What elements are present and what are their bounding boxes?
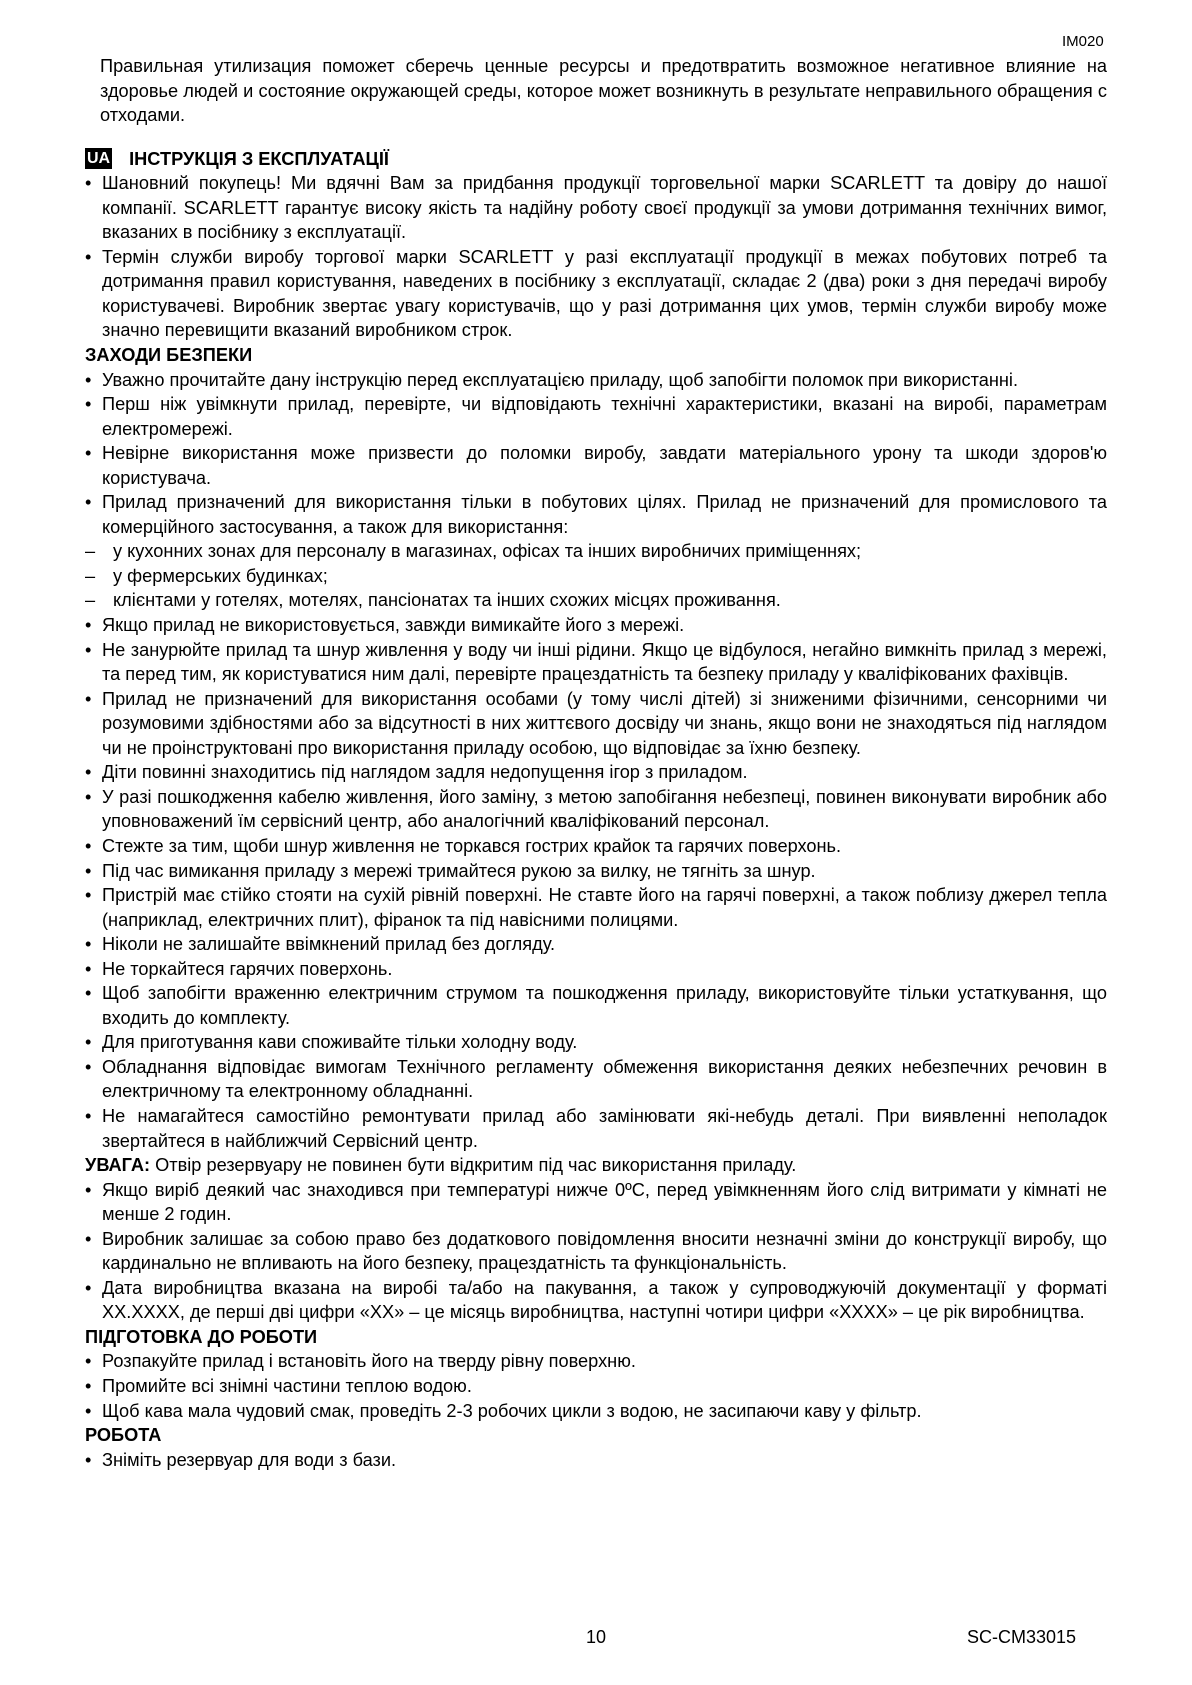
- list-item-text: Промийте всі знімні частини теплою водою.: [102, 1375, 472, 1396]
- bullet-marker: •: [85, 1400, 92, 1421]
- bullet-marker: •: [85, 1351, 92, 1372]
- bullet-marker: •: [85, 369, 92, 390]
- list-item-text: Перш ніж увімкнути прилад, перевірте, чи відповідають технічні характеристики, вказані на виробі, параметрам електромережі.: [102, 394, 1107, 439]
- preparation-list: [85, 1349, 1107, 1423]
- dash-marker: –: [85, 541, 96, 562]
- bullet-marker: •: [85, 394, 92, 415]
- dash-marker: –: [85, 590, 96, 611]
- list-item: [85, 638, 1107, 687]
- safety-heading: ЗАХОДИ БЕЗПЕКИ: [85, 345, 253, 366]
- bullet-marker: •: [85, 835, 92, 856]
- list-item: [85, 539, 1107, 564]
- list-item-text: клієнтами у готелях, мотелях, пансіонатах та інших схожих місцях проживання.: [113, 590, 781, 611]
- section-title: [85, 147, 1107, 172]
- list-item: [85, 981, 1107, 1030]
- list-item: [85, 687, 1107, 761]
- list-item: [85, 1030, 1107, 1055]
- list-item: [85, 859, 1107, 884]
- list-item-text: Обладнання відповідає вимогам Технічного регламенту обмеження використання деяких небезпечних речовин в електричному та електронному обладнанні.: [102, 1056, 1107, 1102]
- list-item: [85, 588, 1107, 613]
- list-item-text: у фермерських будинках;: [113, 565, 328, 586]
- list-item-text: Не торкайтеся гарячих поверхонь.: [102, 958, 393, 979]
- disposal-paragraph: Правильная утилизация поможет сберечь ценные ресурсы и предотвратить возможное негативное влияние на здоровье людей и состояние окружающей среды, которое может возникнуть в результате неправильного обращения с отходами.: [100, 56, 1107, 126]
- bullet-marker: •: [85, 1179, 92, 1200]
- list-item-text: Шановний покупець! Ми вдячні Вам за придбання продукції торговельної марки SCARLETT та довіру до нашої компанії. SCARLETT гарантує високу якість та надійну роботу своєї продукції за умови дотримання технічних вимог, вказаних в посібнику з експлуатації.: [102, 173, 1107, 243]
- list-item: [85, 1104, 1107, 1153]
- list-item-text: Не намагайтеся самостійно ремонтувати прилад або замінювати які-небудь деталі. При виявленні неполадок звертайтеся в найближчий Сервісний центр.: [102, 1105, 1107, 1151]
- list-item: [85, 957, 1107, 982]
- list-item-text: Уважно прочитайте дану інструкцію перед експлуатацією приладу, щоб запобігти поломок при використанні.: [102, 369, 1019, 390]
- warning-note: [85, 1153, 1107, 1178]
- list-item-text: Прилад призначений для використання тільки в побутових цілях. Прилад не призначений для промислового та комерційного застосування, а також для використання:: [102, 492, 1107, 537]
- list-item-text: Якщо виріб деякий час знаходився при температурі нижче 0ºC, перед увімкненням його слід витримати у кімнаті не менше 2 годин.: [102, 1179, 1107, 1225]
- page-number: 10: [586, 1627, 607, 1647]
- document-code: IM020: [1062, 33, 1104, 50]
- list-item: [85, 490, 1107, 539]
- list-item-text: Не занурюйте прилад та шнур живлення у воду чи інші рідини. Якщо це відбулося, негайно вимкніть прилад з мережі, та перед тим, як користуватися ним далі, перевірте працездатність та безпеку приладу у кваліфікованих фахівців.: [102, 639, 1107, 685]
- list-item-text: Розпакуйте прилад і встановіть його на тверду рівну поверхню.: [102, 1351, 636, 1372]
- list-item-text: Дата виробництва вказана на виробі та/або на пакування, а також у супроводжуючій документації у форматі XX.XXXX, де перші дві цифри «XX» – це місяць виробництва, наступні чотири цифри «XXXX» – це рік виробництва.: [102, 1277, 1107, 1323]
- list-item-text: Щоб запобігти враженню електричним струмом та пошкодження приладу, використовуйте тільки устаткування, що входить до комплекту.: [102, 983, 1107, 1028]
- bullet-marker: •: [85, 1375, 92, 1396]
- bullet-marker: •: [85, 1105, 92, 1126]
- bullet-marker: •: [85, 885, 92, 906]
- list-item-text: Під час вимикання приладу з мережі тримайтеся рукою за вилку, не тягніть за шнур.: [102, 860, 816, 881]
- list-item: [85, 883, 1107, 932]
- bullet-marker: •: [85, 1056, 92, 1077]
- bullet-marker: •: [85, 934, 92, 955]
- bullet-marker: •: [85, 615, 92, 636]
- safety-list-c: [85, 1178, 1107, 1325]
- operation-list: [85, 1448, 1107, 1473]
- list-item-text: Прилад не призначений для використання особами (у тому числі дітей) зі зниженими фізичними, сенсорними чи розумовими здібностями або за відсутності в них життєвого досвіду чи знань, якщо вони не знаходяться під наглядом чи не проінструктовані про використання приладу особою, що відповідає за їхню безпеку.: [102, 688, 1107, 758]
- list-item: [85, 392, 1107, 441]
- list-item-text: Стежте за тим, щоби шнур живлення не торкався гострих крайок та гарячих поверхонь.: [102, 835, 842, 856]
- bullet-marker: •: [85, 443, 92, 464]
- operation-heading: РОБОТА: [85, 1425, 162, 1446]
- list-item-text: у кухонних зонах для персоналу в магазинах, офісах та інших виробничих приміщеннях;: [113, 541, 862, 562]
- bullet-marker: •: [85, 1277, 92, 1298]
- list-item-text: У разі пошкодження кабелю живлення, його заміну, з метою запобігання небезпеці, повинен виконувати виробник або уповноважений їм сервісний центр, або аналогічний кваліфікований персонал.: [102, 786, 1107, 832]
- list-item: [85, 760, 1107, 785]
- bullet-marker: •: [85, 958, 92, 979]
- bullet-marker: •: [85, 983, 92, 1004]
- list-item-text: Виробник залишає за собою право без додаткового повідомлення вносити незначні зміни до конструкції виробу, що кардинально не впливають на його безпеку, працездатність та функціональність.: [102, 1228, 1107, 1274]
- list-item-text: Якщо прилад не використовується, завжди вимикайте його з мережі.: [102, 615, 685, 636]
- list-item: [85, 1399, 1107, 1424]
- list-item: [85, 785, 1107, 834]
- list-item-text: Діти повинні знаходитись під наглядом задля недопущення ігор з приладом.: [102, 762, 748, 783]
- language-badge: UA: [87, 150, 111, 168]
- list-item-text: Пристрій має стійко стояти на сухій рівній поверхні. Не ставте його на гарячі поверхні, а також поблизу джерел тепла (наприклад, електричних плит), фіранок та під навісними полицями.: [102, 885, 1107, 930]
- list-item: [85, 1178, 1107, 1227]
- bullet-marker: •: [85, 1032, 92, 1053]
- usage-exclusions-list: [85, 539, 1107, 613]
- intro-list: [85, 171, 1107, 343]
- list-item-text: Ніколи не залишайте ввімкнений прилад без догляду.: [102, 934, 556, 955]
- warning-text: Отвір резервуару не повинен бути відкритим під час використання приладу.: [150, 1155, 797, 1176]
- bullet-marker: •: [85, 786, 92, 807]
- list-item: [85, 171, 1107, 245]
- list-item: [85, 564, 1107, 589]
- list-item-text: Невірне використання може призвести до поломки виробу, завдати матеріального урону та шкоди здоров'ю користувача.: [102, 443, 1107, 488]
- preparation-heading: ПІДГОТОВКА ДО РОБОТИ: [85, 1326, 318, 1347]
- list-item: [85, 1448, 1107, 1473]
- safety-list-a: [85, 368, 1107, 540]
- list-item-text: Термін служби виробу торгової марки SCARLETT у разі експлуатації продукції в межах побутових потреб та дотримання правил користування, наведених в посібнику з експлуатації, складає 2 (два) роки з дня передачі виробу користувачеві. Виробник звертає увагу користувачів, що у разі дотримання цих умов, термін служби виробу може значно перевищити вказаний виробником строк.: [102, 246, 1107, 341]
- page-content: [85, 54, 1107, 1472]
- bullet-marker: •: [85, 246, 92, 267]
- model-number: SC-CM33015: [967, 1627, 1077, 1647]
- bullet-marker: •: [85, 762, 92, 783]
- list-item: [85, 1276, 1107, 1325]
- list-item-text: Щоб кава мала чудовий смак, проведіть 2-3 робочих цикли з водою, не засипаючи каву у фільтр.: [102, 1400, 922, 1421]
- bullet-marker: •: [85, 492, 92, 513]
- list-item: [85, 834, 1107, 859]
- list-item: [85, 932, 1107, 957]
- bullet-marker: •: [85, 860, 92, 881]
- list-item: [85, 368, 1107, 393]
- warning-label: УВАГА:: [85, 1155, 151, 1176]
- bullet-marker: •: [85, 173, 92, 194]
- bullet-marker: •: [85, 688, 92, 709]
- list-item-text: Зніміть резервуар для води з бази.: [102, 1449, 397, 1470]
- list-item: [85, 613, 1107, 638]
- list-item: [85, 1349, 1107, 1374]
- safety-list-b: [85, 613, 1107, 1153]
- list-item: [85, 1374, 1107, 1399]
- bullet-marker: •: [85, 1228, 92, 1249]
- list-item: [85, 441, 1107, 490]
- list-item: [85, 245, 1107, 343]
- bullet-marker: •: [85, 639, 92, 660]
- bullet-marker: •: [85, 1449, 92, 1470]
- list-item: [85, 1227, 1107, 1276]
- list-item-text: Для приготування кави споживайте тільки холодну воду.: [102, 1032, 578, 1053]
- dash-marker: –: [85, 565, 96, 586]
- manual-title: ІНСТРУКЦІЯ З ЕКСПЛУАТАЦІЇ: [129, 148, 389, 169]
- list-item: [85, 1055, 1107, 1104]
